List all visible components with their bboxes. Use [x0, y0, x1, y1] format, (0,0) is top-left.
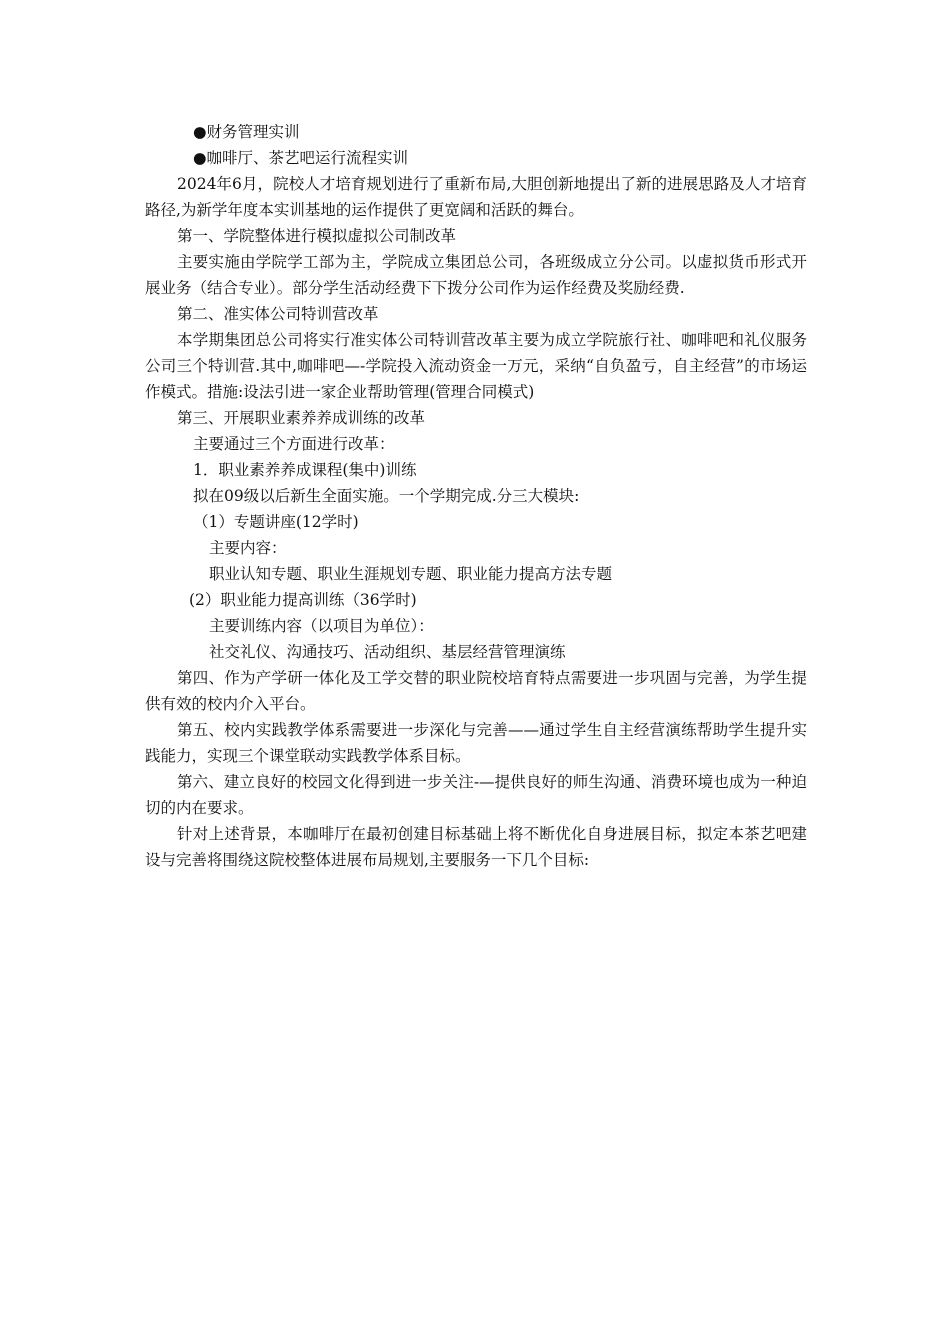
bullet-item: ●咖啡厅、茶艺吧运行流程实训 [193, 149, 409, 167]
module-2-content: 社交礼仪、沟通技巧、活动组织、基层经营管理演练 [209, 643, 566, 661]
module-1-label: 主要内容： [209, 539, 287, 557]
module-1-title: （1）专题讲座(12学时) [193, 513, 359, 531]
section-2-paragraph: 本学期集团总公司将实行准实体公司特训营改革主要为成立学院旅行社、咖啡吧和礼仪服务公司三个特训营.其中,咖啡吧—-学院投入流动资金一万元，采纳“自负盈亏，自主经营”的市场运作模式。措施:设法引进一家企业帮助管理(管理合同模式) [145, 331, 807, 401]
document-body [145, 119, 807, 873]
section-1-paragraph: 主要实施由学院学工部为主，学院成立集团总公司，各班级成立分公司。以虚拟货币形式开展业务（结合专业）。部分学生活动经费下下拨分公司作为运作经费及奖励经费. [145, 253, 807, 297]
module-2-title: (2）职业能力提高训练（36学时) [189, 591, 417, 609]
bullet-item: ●财务管理实训 [193, 123, 300, 141]
section-3-intro: 主要通过三个方面进行改革： [193, 435, 395, 453]
module-2-label: 主要训练内容（以项目为单位）： [209, 617, 434, 635]
intro-paragraph: 2024年6月，院校人才培育规划进行了重新布局,大胆创新地提出了新的进展思路及人才培育路径,为新学年度本实训基地的运作提供了更宽阔和活跃的舞台。 [145, 175, 807, 219]
module-1-content: 职业认知专题、职业生涯规划专题、职业能力提高方法专题 [209, 565, 613, 583]
section-3-item-1: 1．职业素养养成课程(集中)训练 [193, 461, 417, 479]
section-heading-2: 第二、准实体公司特训营改革 [177, 305, 379, 323]
section-5-paragraph: 第五、校内实践教学体系需要进一步深化与完善——通过学生自主经营演练帮助学生提升实践能力，实现三个课堂联动实践教学体系目标。 [145, 721, 807, 765]
section-heading-1: 第一、学院整体进行模拟虚拟公司制改革 [177, 227, 457, 245]
section-6-paragraph: 第六、建立良好的校园文化得到进一步关注-—提供良好的师生沟通、消费环境也成为一种迫切的内在要求。 [145, 773, 807, 817]
section-heading-3: 第三、开展职业素养养成训练的改革 [177, 409, 426, 427]
section-4-paragraph: 第四、作为产学研一体化及工学交替的职业院校培育特点需要进一步巩固与完善，为学生提供有效的校内介入平台。 [145, 669, 807, 713]
section-3-item-1-desc: 拟在09级以后新生全面实施。一个学期完成.分三大模块: [193, 487, 580, 505]
closing-paragraph: 针对上述背景，本咖啡厅在最初创建目标基础上将不断优化自身进展目标，拟定本茶艺吧建设与完善将围绕这院校整体进展布局规划,主要服务一下几个目标: [145, 825, 807, 869]
